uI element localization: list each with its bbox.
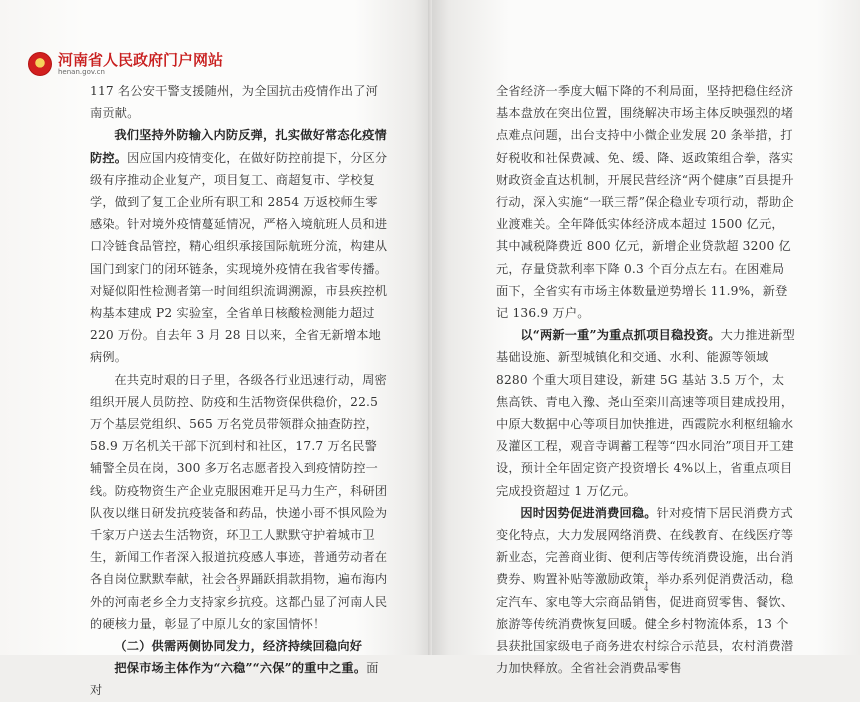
paragraph: 在共克时艰的日子里，各级各行业迅速行动，周密组织开展人员防控、防疫和生活物资保供稳价，22.5 万个基层党组织、565 万名党员带领群众抽查防控，58.9 万名机关干部下沉到村和社区，17.7 万名民警辅警全员在岗，300 多万名志愿者投入到疫情防控一线。防疫物资生产企业克服困难开足马力生产，科研团队夜以继日研发抗疫装备和药品，快递小哥不惧风险为千家万户送去生活物资，环卫工人默默守护着城市卫生，新闻工作者深入报道抗疫感人事迹，普通劳动者在各自岗位默默奉献，社会各界踊跃捐款捐物，遍布海内外的河南老乡全力支持家乡抗疫。这都凸显了河南人民的硬核力量，彰显了中原儿女的家国情怀！ bbox=[90, 372, 388, 631]
site-url: henan.gov.cn bbox=[58, 68, 105, 76]
paragraph-body: 因应国内疫情变化，在做好防控前提下，分区分级有序推动企业复产，项目复工、商超复市、学校复学，做到了复工企业所有职工和 2854 万返校师生零感染。针对境外疫情蔓延情况，严格入境航班人员和进口冷链食品管控，精心组织承接国际航班分流，构建从国门到家门的闭环链条，实现境外疫情在我省零传播。对疑似阳性检测者第一时间组织流调溯源，市县疾控机构基本建成 P2 实验室，全省单日核酸检测能力超过 220 万份。自去年 3 月 28 日以来，全省无新增本地病例。 bbox=[90, 150, 388, 365]
left-page bbox=[0, 0, 432, 698]
paragraph bbox=[90, 657, 388, 701]
paragraph-body: 针对疫情下居民消费方式变化特点，大力发展网络消费、在线教育、在线医疗等新业态，完善商业街、便利店等传统消费设施，出台消费券、购置补贴等激励政策，举办系列促消费活动，稳定汽车、家电等大宗商品销售，促进商贸零售、餐饮、旅游等传统消费恢复回暖。健全乡村物流体系，13 个县获批国家级电子商务进农村综合示范县，农村消费潜力加快释放。全省社会消费品零售 bbox=[496, 505, 794, 676]
left-page-body bbox=[90, 80, 388, 702]
site-title: 河南省人民政府门户网站 bbox=[58, 51, 224, 69]
site-masthead[interactable] bbox=[28, 52, 223, 76]
paragraph-lead: 把保市场主体作为“六稳”“六保”的重中之重。 bbox=[114, 661, 367, 676]
paragraph-body: 面对 bbox=[90, 661, 379, 698]
section-heading: （二）供需两侧协同发力，经济持续回稳向好 bbox=[114, 639, 363, 654]
page-number-left: 3 bbox=[236, 585, 241, 593]
right-page bbox=[432, 0, 860, 676]
paragraph: 全省经济一季度大幅下降的不利局面，坚持把稳住经济基本盘放在突出位置，围绕解决市场主体反映强烈的堵点难点问题，出台支持中小微企业发展 20 条举措，打好税收和社保费减、免、缓、降、返政策组合拳，落实财政资金直达机制，开展民营经济“两个健康”百县提升行动，深入实施“一联三帮”保企稳业专项行动，帮助企业渡难关。全年降低实体经济成本超过 1500 亿元，其中减税降费近 800 亿元，新增企业贷款超 3200 亿元，存量贷款利率下降 0.3 个百分点左右。在困难局面下，全省实有市场主体数量逆势增长 11.9%，新登记 136.9 万户。 bbox=[496, 84, 794, 321]
paragraph-body: 大力推进新型基础设施、新型城镇化和交通、水利、能源等领域 8280 个重大项目建设，新建 5G 基站 3.5 万个，太焦高铁、青电入豫、尧山至栾川高速等项目建成投用，中原大数据中心等项目加快推进，西霞院水利枢纽输水及灌区工程，观音寺调蓄工程等“四水同治”项目开工建设，预计全年固定资产投资增长 4%以上，省重点项目完成投资超过 1 万亿元。 bbox=[496, 328, 795, 498]
page-number-right: 4 bbox=[644, 585, 649, 593]
paragraph: 117 名公安干警支援随州，为全国抗击疫情作出了河南贡献。 bbox=[90, 84, 379, 121]
paragraph-lead: 我们坚持外防输入内防反弹，扎实做好常态化疫情防控。 bbox=[90, 128, 387, 165]
paragraph bbox=[496, 324, 796, 502]
paragraph-lead: 以“两新一重”为重点抓项目稳投资。 bbox=[520, 328, 721, 343]
national-emblem-icon bbox=[28, 52, 52, 76]
paragraph bbox=[90, 124, 388, 368]
paragraph-lead: 因时因势促进消费回稳。 bbox=[520, 505, 657, 520]
